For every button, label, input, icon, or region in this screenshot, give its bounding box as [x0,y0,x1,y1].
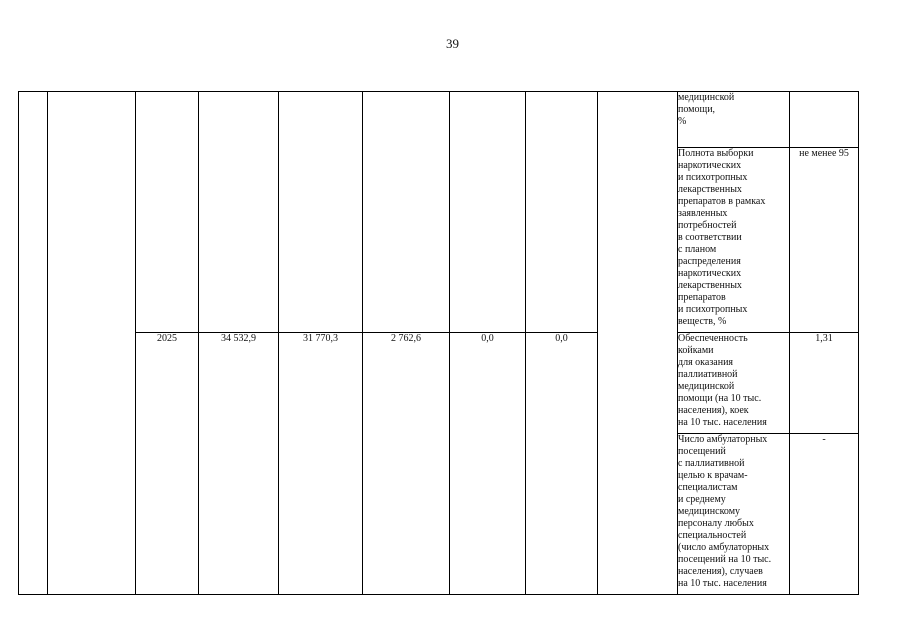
blank-cell-name [48,92,136,595]
indicator-value-cell: не менее 95 [790,148,859,333]
blank-cell-col4-prev [450,92,526,333]
indicator-cell: Полнота выборки наркотических и психотропных лекарственных препаратов в рамках заявленных потребностей в соответствии с планом распределения наркотических лекарственных препаратов и психотропных веществ, % [678,148,790,333]
blank-cell-number [19,92,48,595]
year-cell: 2025 [136,333,199,595]
budget-indicator-table [18,91,859,595]
indicator-cell: медицинской помощи, % [678,92,790,148]
funding-source-3-cell: 2 762,6 [363,333,450,595]
funding-source-5-cell: 0,0 [526,333,598,595]
funding-source-2-cell: 31 770,3 [279,333,363,595]
blank-cell-total-prev [199,92,279,333]
funding-source-4-cell: 0,0 [450,333,526,595]
total-funding-cell: 34 532,9 [199,333,279,595]
indicator-cell: Число амбулаторных посещений с паллиативной целью к врачам- специалистам и среднему медицинскому персоналу любых специальностей (число амбулаторных посещений на 10 тыс. населения), случаев на 10 тыс. населения [678,434,790,595]
blank-cell-year-prev [136,92,199,333]
indicator-value-cell: - [790,434,859,595]
page-number: 39 [446,36,459,51]
blank-cell-col3-prev [363,92,450,333]
indicator-value-cell [790,92,859,148]
indicator-cell: Обеспеченность койками для оказания паллиативной медицинской помощи (на 10 тыс. населения), коек на 10 тыс. населения [678,333,790,434]
blank-cell-col5-prev [526,92,598,333]
blank-cell-executor [598,92,678,595]
blank-cell-col2-prev [279,92,363,333]
indicator-value-cell: 1,31 [790,333,859,434]
